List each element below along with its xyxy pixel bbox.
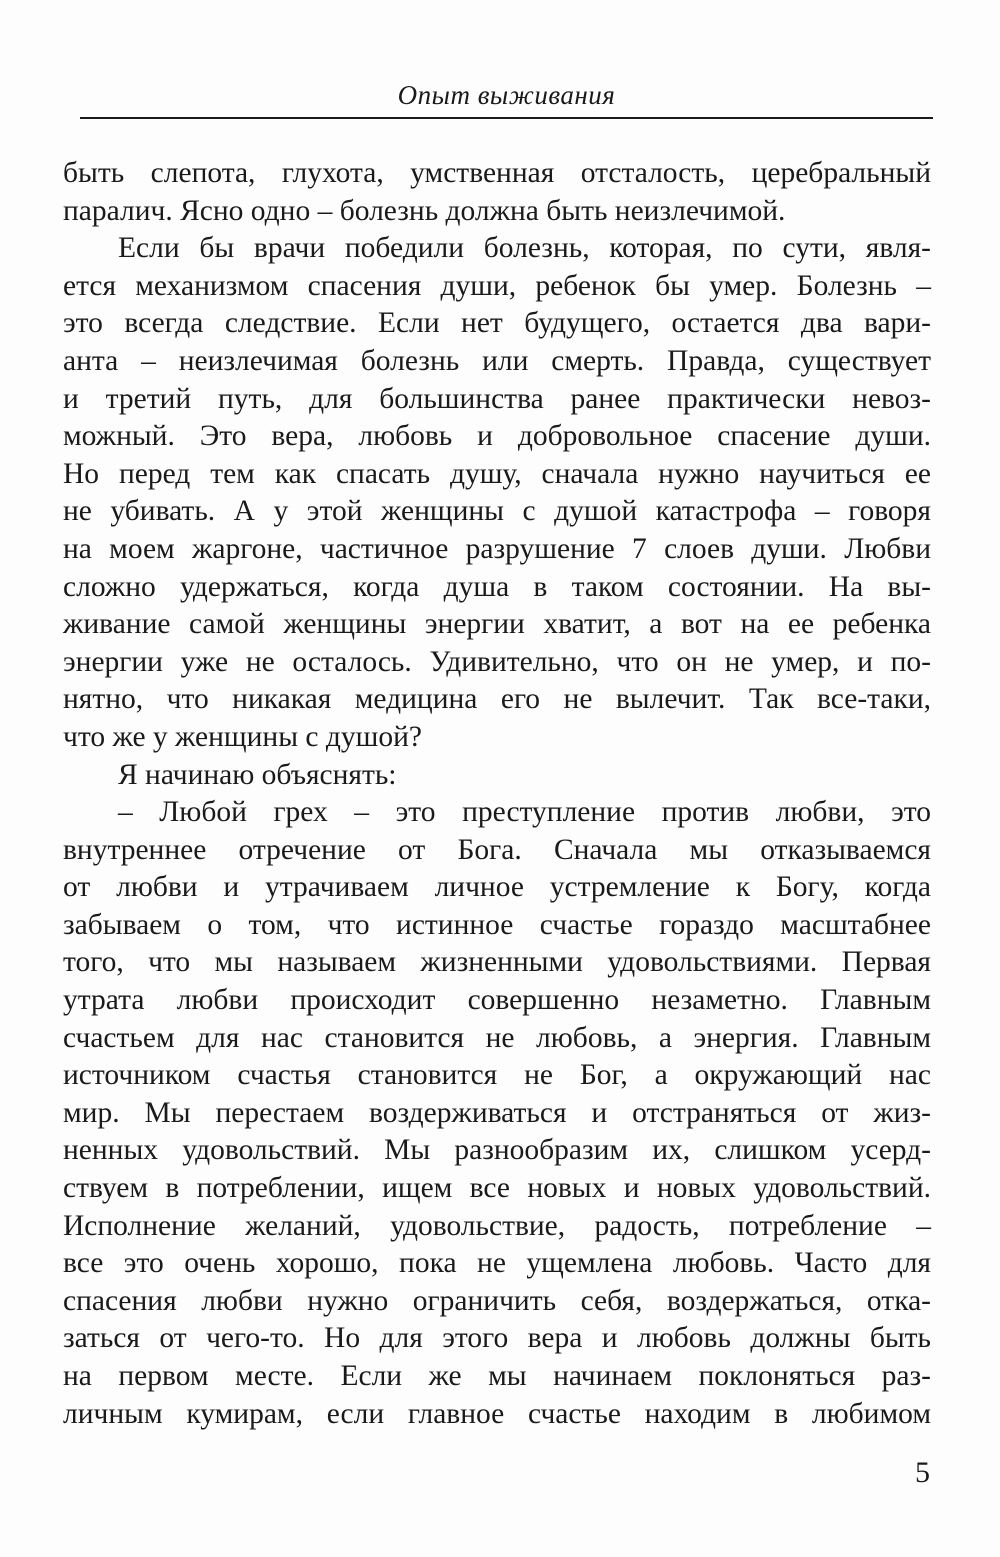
text-line: паралич. Ясно одно – болезнь должна быть неизлечимой. <box>63 194 786 227</box>
text-line: что же у женщины с душой? <box>63 720 422 753</box>
text-line: Если бы врачи победили болезнь, которая, по сути, явля- <box>118 232 931 265</box>
text-line: от любви и утрачиваем личное устремление к Богу, когда <box>63 871 931 904</box>
text-line: счастьем для нас становится не любовь, а энергия. Главным <box>63 1021 931 1054</box>
text-line: энергии уже не осталось. Удивительно, что он не умер, и по- <box>63 645 931 678</box>
text-line: – Любой грех – это преступление против любви, это <box>118 796 931 829</box>
text-line: Я начинаю объяснять: <box>118 758 397 791</box>
text-line: сложно удержаться, когда душа в таком состоянии. На вы- <box>63 570 931 603</box>
text-line: Но перед тем как спасать душу, сначала нужно научиться ее <box>63 457 931 490</box>
text-line: забываем о том, что истинное счастье гораздо масштабнее <box>63 908 931 941</box>
text-line: все это очень хорошо, пока не ущемлена любовь. Часто для <box>63 1247 931 1280</box>
text-line: на первом месте. Если же мы начинаем поклоняться раз- <box>63 1360 931 1392</box>
text-line: заться от чего-то. Но для этого вера и любовь должны быть <box>63 1322 931 1355</box>
text-line: анта – неизлечимая болезнь или смерть. Правда, существует <box>63 344 931 377</box>
text-line: Исполнение желаний, удовольствие, радость, потребление – <box>63 1209 931 1242</box>
text-line: источником счастья становится не Бог, а окружающий нас <box>63 1059 931 1092</box>
text-line: и третий путь, для большинства ранее практически невоз- <box>63 382 931 415</box>
text-line: быть слепота, глухота, умственная отсталость, церебральный <box>63 157 931 189</box>
header-rule <box>80 117 933 119</box>
text-line: нятно, что никакая медицина его не вылечит. Так все-таки, <box>63 683 931 716</box>
text-line: внутреннее отречение от Бога. Сначала мы отказываемся <box>63 833 931 866</box>
text-line: ствуем в потреблении, ищем все новых и новых удовольствий. <box>63 1172 931 1205</box>
text-line: на моем жаргоне, частичное разрушение 7 слоев души. Любви <box>63 532 931 565</box>
text-line: мир. Мы перестаем воздерживаться и отстраняться от жиз- <box>63 1096 931 1129</box>
text-line: ненных удовольствий. Мы разнообразим их, слишком усерд- <box>63 1134 931 1167</box>
text-line: ется механизмом спасения души, ребенок бы умер. Болезнь – <box>63 269 931 302</box>
body-text <box>63 155 931 1433</box>
text-line: спасения любви нужно ограничить себя, воздержаться, отка- <box>63 1284 931 1317</box>
text-line: личным кумирам, если главное счастье находим в любимом <box>63 1397 931 1430</box>
text-line: того, что мы называем жизненными удовольствиями. Первая <box>63 946 931 979</box>
text-line: живание самой женщины энергии хватит, а вот на ее ребенка <box>63 608 931 641</box>
text-line: не убивать. А у этой женщины с душой катастрофа – говоря <box>63 495 931 528</box>
running-head-title: Опыт выживания <box>397 80 616 110</box>
text-line: можный. Это вера, любовь и добровольное спасение души. <box>63 420 931 453</box>
text-line: утрата любви происходит совершенно незаметно. Главным <box>63 984 931 1017</box>
page-number: 5 <box>915 1456 930 1489</box>
text-line: это всегда следствие. Если нет будущего, остается два вари- <box>63 307 931 340</box>
